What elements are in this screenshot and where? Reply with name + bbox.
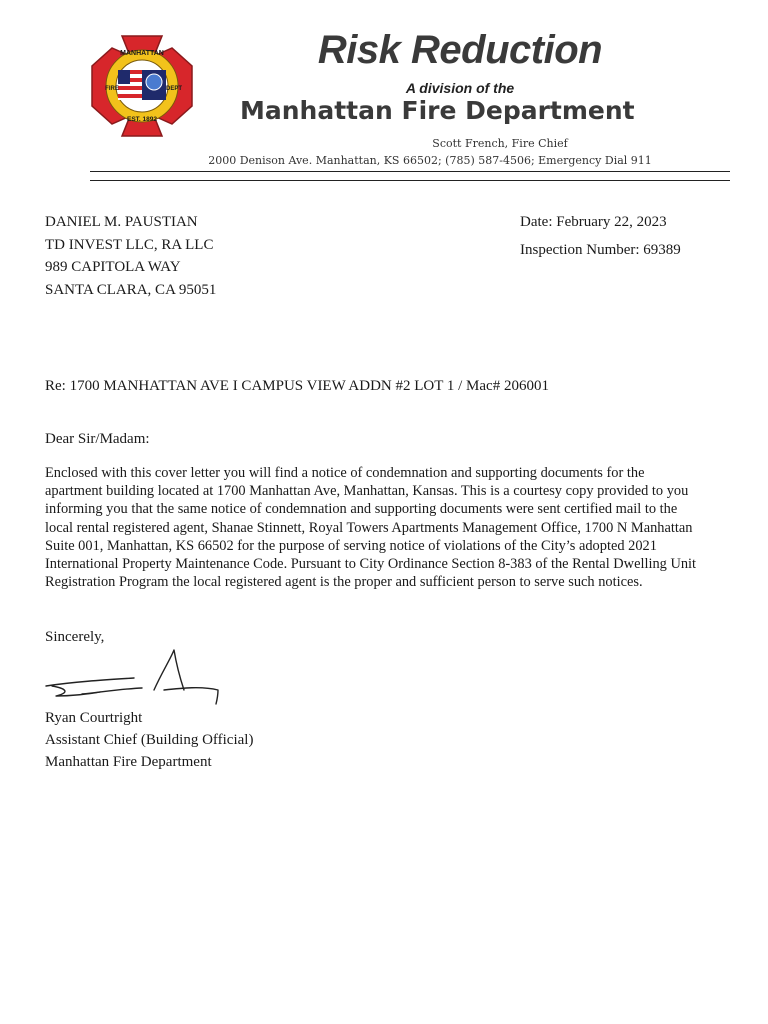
badge-bottom-text: EST. 1892	[127, 116, 157, 123]
re-line: Re: 1700 MANHATTAN AVE I CAMPUS VIEW ADDN #2 LOT 1 / Mac# 206001	[45, 378, 549, 394]
body-line: local rental registered agent, Shanae Stinnett, Royal Towers Apartments Management Office, 1700 N Manhattan	[45, 519, 693, 536]
salutation: Dear Sir/Madam:	[45, 431, 150, 447]
letter-meta	[520, 214, 681, 270]
recipient-address	[45, 211, 216, 301]
recipient-line: DANIEL M. PAUSTIAN	[45, 214, 198, 230]
badge-left-text: FIRE	[105, 86, 119, 92]
body-paragraph	[45, 464, 745, 591]
signer-block	[45, 707, 253, 773]
header-rule-top	[90, 171, 730, 172]
body-line: Suite 001, Manhattan, KS 66502 for the purpose of serving notice of violations of the City’s adopted 2021	[45, 537, 657, 554]
signer-name: Ryan Courtright	[45, 710, 143, 726]
letter-date: Date: February 22, 2023	[520, 214, 667, 230]
signer-org: Manhattan Fire Department	[45, 754, 212, 770]
recipient-line: TD INVEST LLC, RA LLC	[45, 236, 214, 253]
header-subtitle: A division of the	[405, 80, 515, 96]
header-department: Manhattan Fire Department	[240, 96, 635, 125]
fire-department-badge-icon	[88, 32, 196, 140]
header-address: 2000 Denison Ave. Manhattan, KS 66502; (785) 587-4506; Emergency Dial 911	[208, 154, 652, 167]
body-line: informing you that the same notice of condemnation and supporting documents were sent certified mail to the	[45, 501, 678, 518]
inspection-number: Inspection Number: 69389	[520, 242, 681, 258]
badge-right-text: DEPT	[165, 86, 183, 92]
header-rule-bottom	[90, 180, 730, 181]
handwritten-signature-icon	[42, 642, 222, 714]
closing: Sincerely,	[45, 629, 105, 645]
signer-title: Assistant Chief (Building Official)	[45, 732, 254, 748]
header-chief: Scott French, Fire Chief	[432, 137, 568, 150]
recipient-line: SANTA CLARA, CA 95051	[45, 281, 217, 298]
body-line: Registration Program the local registered agent is the proper and sufficient person to serve such notices.	[45, 574, 643, 591]
body-line: Enclosed with this cover letter you will find a notice of condemnation and supporting documents for the	[45, 465, 645, 481]
body-line: apartment building located at 1700 Manhattan Ave, Manhattan, Kansas. This is a courtesy copy provided to you	[45, 483, 689, 500]
recipient-line: 989 CAPITOLA WAY	[45, 259, 181, 275]
header-title: Risk Reduction	[317, 28, 603, 72]
badge-top-text: MANHATTAN	[120, 50, 164, 57]
body-line: International Property Maintenance Code. Pursuant to City Ordinance Section 8-383 of the Rental Dwelling Unit	[45, 556, 697, 573]
